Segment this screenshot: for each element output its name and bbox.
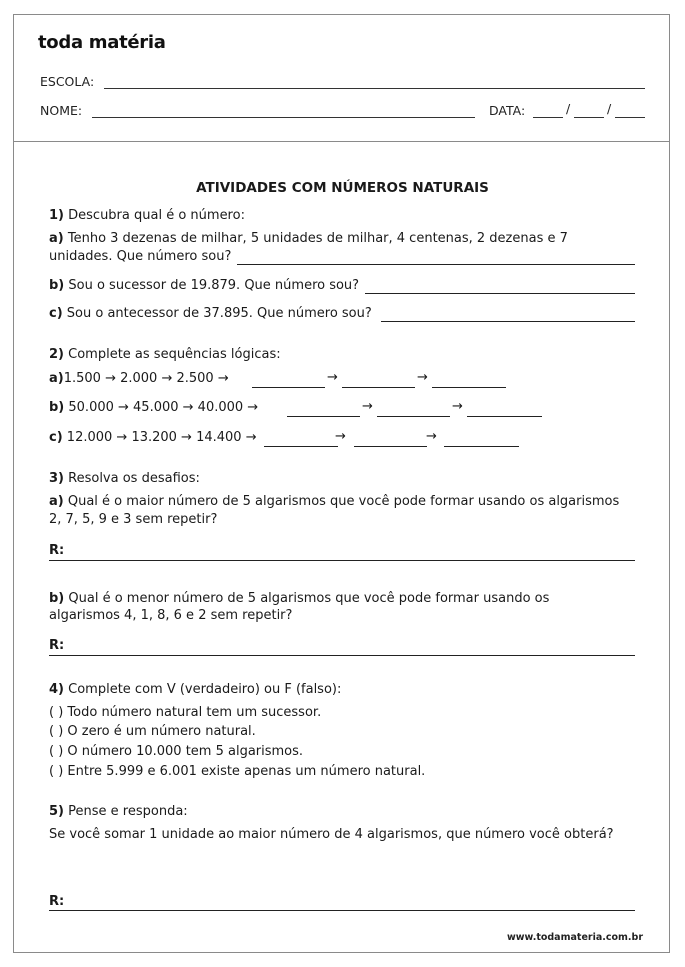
q1b-tag: b) (49, 278, 65, 293)
q4-item-text: Entre 5.999 e 6.001 existe apenas um número natural. (67, 764, 426, 779)
q3a-tag: a) (49, 494, 64, 509)
q2c-blank-3[interactable] (444, 446, 519, 447)
q1a-tag: a) (49, 231, 64, 246)
q5-answer-line[interactable] (49, 910, 635, 911)
q1-prompt: Descubra qual é o número: (68, 208, 245, 223)
q2c-blank-2[interactable] (354, 446, 427, 447)
arrow-icon: → (362, 399, 373, 414)
q3-number: 3) (49, 471, 64, 486)
q5-answer-label (49, 893, 64, 910)
q4-heading (49, 681, 341, 698)
checkbox-paren[interactable]: ( ) (49, 764, 64, 779)
q3b-tag: b) (49, 591, 65, 606)
checkbox-paren[interactable]: ( ) (49, 744, 64, 759)
name-label: NOME: (40, 103, 83, 118)
q3a-answer-line[interactable] (49, 560, 635, 561)
arrow-icon: → (327, 370, 338, 385)
date-separator: / (607, 101, 612, 116)
q3a-text-1: Qual é o maior número de 5 algarismos que você pode formar usando os algarismos (67, 494, 620, 509)
date-separator: / (566, 101, 571, 116)
q2c-blank-1[interactable] (264, 446, 338, 447)
q1-number: 1) (49, 208, 64, 223)
header-divider (13, 141, 670, 142)
q3b-answer-line[interactable] (49, 655, 635, 656)
q1b-answer-line[interactable] (365, 293, 635, 294)
q5-heading (49, 803, 188, 820)
date-year-field[interactable] (615, 117, 645, 118)
q3a-line1 (49, 493, 619, 510)
q3b-text-1: Qual é o menor número de 5 algarismos que você pode formar usando os (68, 591, 550, 606)
school-label: ESCOLA: (40, 74, 95, 89)
q5-text: Se você somar 1 unidade ao maior número de 4 algarismos, que número você obterá? (49, 827, 614, 842)
answer-label: R: (49, 638, 65, 653)
q1b-text: Sou o sucessor de 19.879. Que número sou? (68, 278, 360, 293)
q5-prompt: Pense e responda: (68, 804, 188, 819)
q2b-blank-2[interactable] (377, 416, 450, 417)
q1c-line (49, 305, 372, 322)
q1c-text: Sou o antecessor de 37.895. Que número sou? (66, 306, 372, 321)
q4-item (49, 763, 425, 780)
q2a-text: 1.500 → 2.000 → 2.500 → (63, 371, 229, 386)
q2a-tag: a) (49, 371, 64, 386)
checkbox-paren[interactable]: ( ) (49, 705, 64, 720)
q2a-line (49, 370, 229, 387)
q2c-text: 12.000 → 13.200 → 14.400 → (66, 430, 257, 445)
q2c-line (49, 429, 257, 446)
checkbox-paren[interactable]: ( ) (49, 724, 64, 739)
q1b-line (49, 277, 359, 294)
school-field[interactable] (104, 88, 645, 89)
q4-item-text: O número 10.000 tem 5 algarismos. (67, 744, 304, 759)
worksheet-title: ATIVIDADES COM NÚMEROS NATURAIS (196, 180, 489, 196)
q1-heading (49, 207, 245, 224)
q2a-blank-1[interactable] (252, 387, 325, 388)
q3b-text-2: algarismos 4, 1, 8, 6 e 2 sem repetir? (49, 608, 293, 623)
q1a-text-1: Tenho 3 dezenas de milhar, 5 unidades de milhar, 4 centenas, 2 dezenas e 7 (67, 231, 568, 246)
name-field[interactable] (92, 117, 475, 118)
q2a-blank-3[interactable] (432, 387, 506, 388)
q4-item (49, 723, 256, 740)
q5-number: 5) (49, 804, 64, 819)
q1c-tag: c) (49, 306, 63, 321)
arrow-icon: → (426, 429, 437, 444)
q2b-text: 50.000 → 45.000 → 40.000 → (68, 400, 259, 415)
date-day-field[interactable] (533, 117, 563, 118)
q1a-line1 (49, 230, 568, 247)
date-label: DATA: (489, 103, 526, 118)
q2b-blank-1[interactable] (287, 416, 360, 417)
brand-logo: toda matéria (38, 32, 166, 53)
answer-label: R: (49, 543, 65, 558)
q3b-line1 (49, 590, 549, 607)
q3-heading (49, 470, 200, 487)
q3-prompt: Resolva os desafios: (68, 471, 200, 486)
q2b-blank-3[interactable] (467, 416, 542, 417)
q4-number: 4) (49, 682, 64, 697)
q1a-text-2: unidades. Que número sou? (49, 249, 232, 264)
q4-item (49, 704, 321, 721)
q4-item-text: Todo número natural tem um sucessor. (67, 705, 322, 720)
date-month-field[interactable] (574, 117, 604, 118)
q2c-tag: c) (49, 430, 63, 445)
q4-item-text: O zero é um número natural. (67, 724, 256, 739)
arrow-icon: → (417, 370, 428, 385)
q3b-answer-label (49, 637, 64, 654)
q2a-blank-2[interactable] (342, 387, 415, 388)
q3a-text-2: 2, 7, 5, 9 e 3 sem repetir? (49, 512, 218, 527)
footer-url: www.todamateria.com.br (506, 932, 643, 943)
q2b-line (49, 399, 258, 416)
q3a-answer-label (49, 542, 64, 559)
q2-number: 2) (49, 347, 64, 362)
q2-heading (49, 346, 281, 363)
arrow-icon: → (452, 399, 463, 414)
q4-prompt: Complete com V (verdadeiro) ou F (falso): (68, 682, 342, 697)
answer-label: R: (49, 894, 65, 909)
q1c-answer-line[interactable] (381, 321, 635, 322)
arrow-icon: → (335, 429, 346, 444)
q2-prompt: Complete as sequências lógicas: (68, 347, 281, 362)
q4-item (49, 743, 303, 760)
q1a-answer-line[interactable] (237, 264, 635, 265)
q2b-tag: b) (49, 400, 65, 415)
